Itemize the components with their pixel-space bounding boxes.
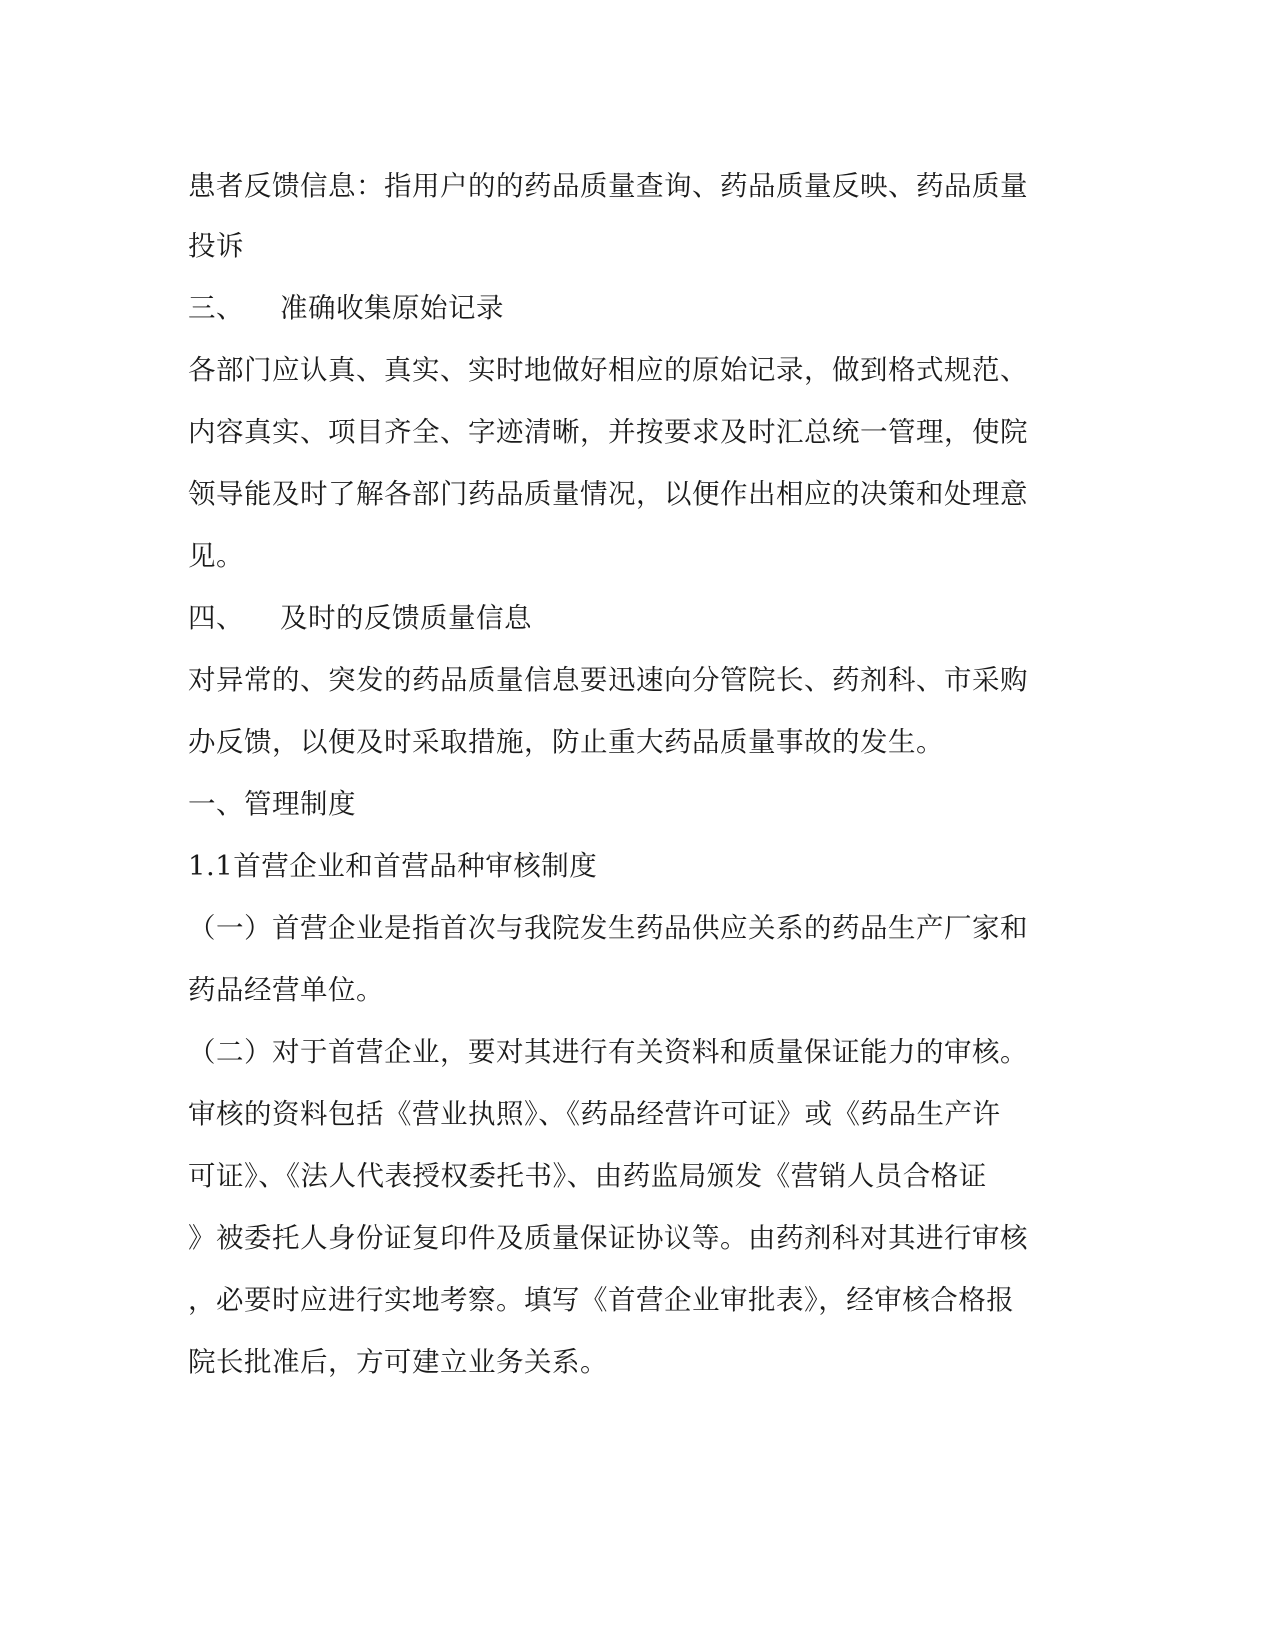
paragraph-line: 院长批准后，方可建立业务关系。 [188,1346,608,1378]
paragraph-line: 内容真实、项目齐全、字迹清晰，并按要求及时汇总统一管理，使院 [188,416,1028,448]
paragraph-line: 领导能及时了解各部门药品质量情况，以便作出相应的决策和处理意 [188,478,1028,510]
paragraph-line: （二）对于首营企业，要对其进行有关资料和质量保证能力的审核。 [188,1036,1028,1068]
paragraph-line: 办反馈，以便及时采取措施，防止重大药品质量事故的发生。 [188,726,944,758]
paragraph-line: ，必要时应进行实地考察。填写《首营企业审批表》，经审核合格报 [188,1284,1015,1316]
paragraph-line: 》被委托人身份证复印件及质量保证协议等。由药剂科对其进行审核 [188,1222,1028,1254]
paragraph-line: 患者反馈信息：指用户的的药品质量查询、药品质量反映、药品质量 [188,170,1028,202]
section-title: 及时的反馈质量信息 [280,602,532,634]
paragraph-line: 药品经营单位。 [188,974,384,1006]
section-title: 准确收集原始记录 [280,292,504,324]
paragraph-line: 见。 [188,540,244,572]
paragraph-line: （一）首营企业是指首次与我院发生药品供应关系的药品生产厂家和 [188,912,1028,944]
section-number: 四、 [188,602,244,634]
section-heading [188,600,1088,636]
paragraph-line: 对异常的、突发的药品质量信息要迅速向分管院长、药剂科、市采购 [188,664,1028,696]
section-heading: 一、管理制度 [188,788,356,820]
paragraph-line: 各部门应认真、真实、实时地做好相应的原始记录，做到格式规范、 [188,354,1028,386]
paragraph-line: 投诉 [188,230,244,262]
subsection-heading: 1.1首营企业和首营品种审核制度 [188,850,598,882]
paragraph-line: 可证》、《法人代表授权委托书》、由药监局颁发《营销人员合格证 [188,1160,987,1192]
paragraph-line: 审核的资料包括《营业执照》、《药品经营许可证》或《药品生产许 [188,1098,1001,1130]
section-heading [188,290,1088,326]
section-number: 三、 [188,292,244,324]
